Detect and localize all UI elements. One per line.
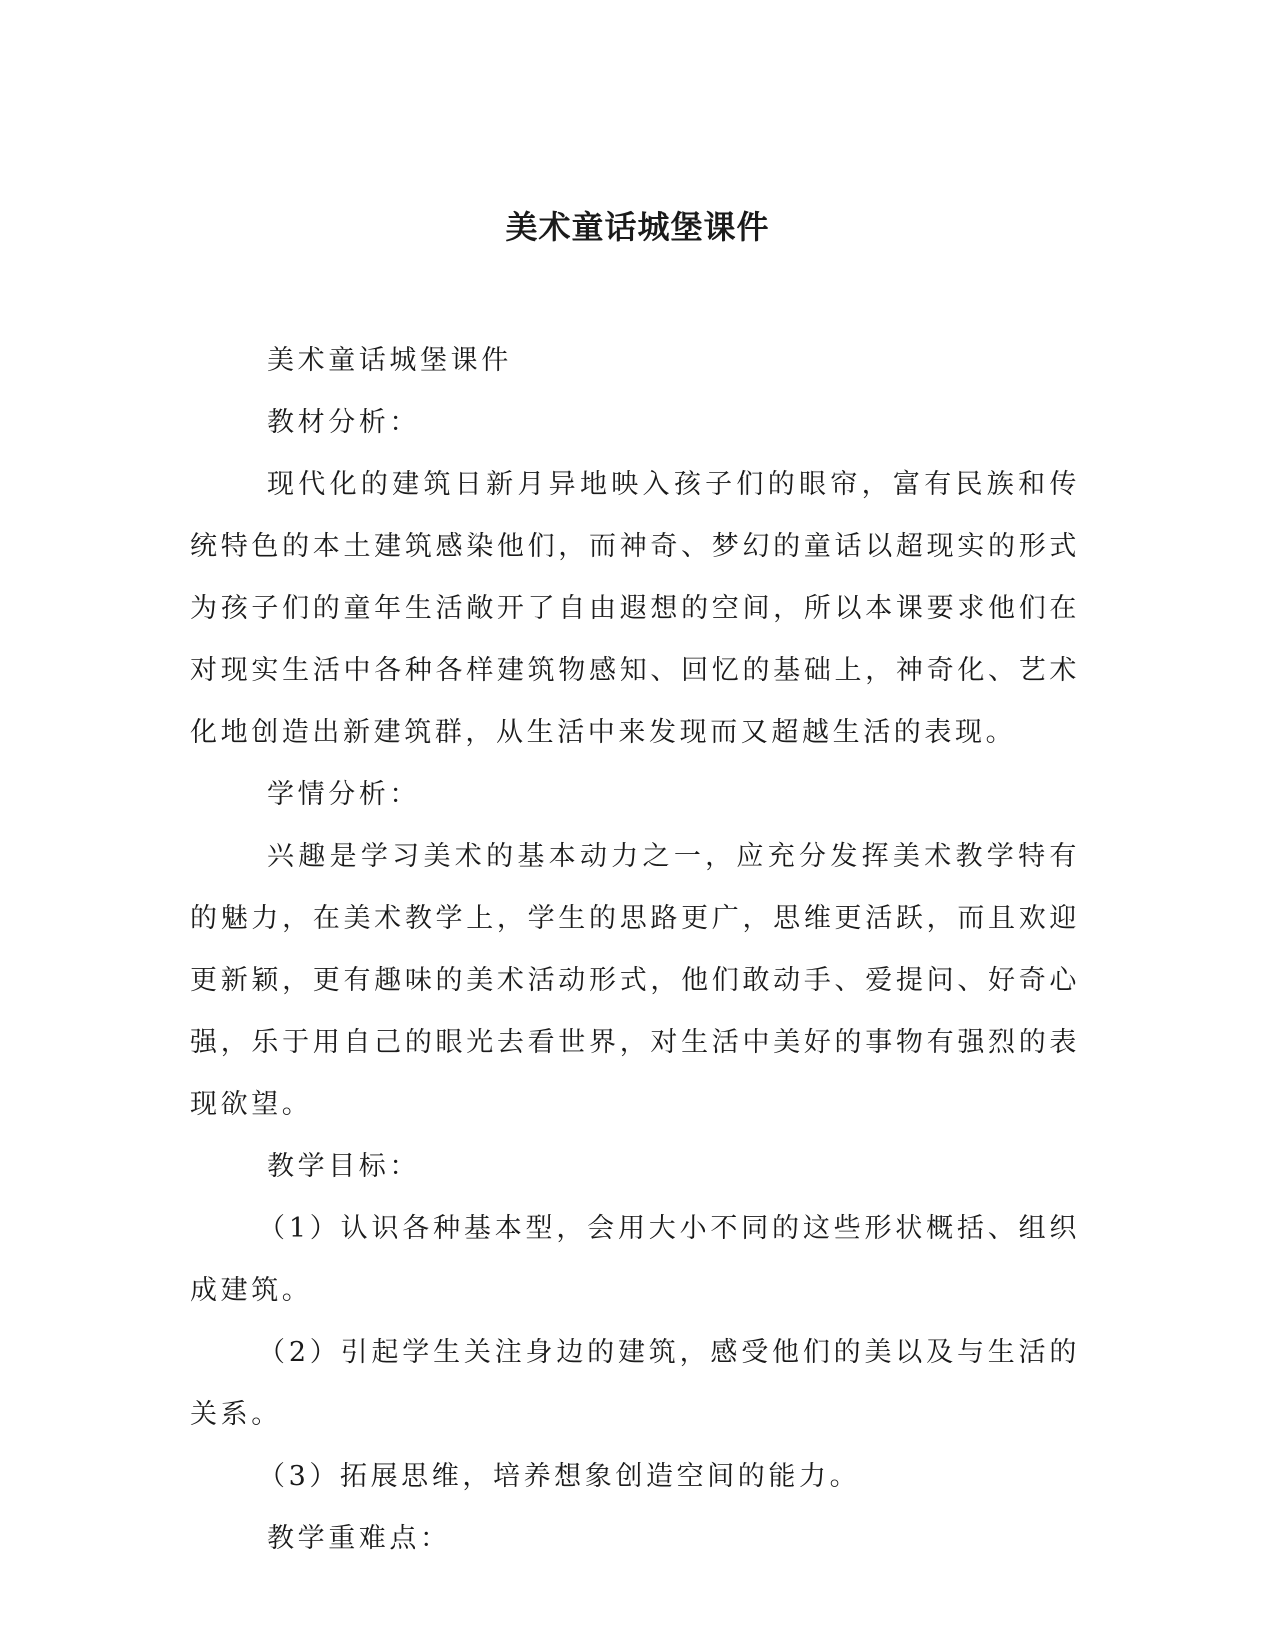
paragraph-textbook-analysis: 现代化的建筑日新月异地映入孩子们的眼帘，富有民族和传统特色的本土建筑感染他们，而神奇、梦幻的童话以超现实的形式为孩子们的童年生活敞开了自由遐想的空间，所以本课要求他们在对现实生活中各种各样建筑物感知、回忆的基础上，神奇化、艺术化地创造出新建筑群，从生活中来发现而又超越生活的表现。 bbox=[190, 469, 1080, 748]
goal-item-1: （1）认识各种基本型，会用大小不同的这些形状概括、组织成建筑。 bbox=[190, 1213, 1080, 1306]
paragraph-student-analysis: 兴趣是学习美术的基本动力之一，应充分发挥美术教学特有的魅力，在美术教学上，学生的思路更广，思维更活跃，而且欢迎更新颖，更有趣味的美术活动形式，他们敢动手、爱提问、好奇心强，乐于用自己的眼光去看世界，对生活中美好的事物有强烈的表现欲望。 bbox=[190, 841, 1080, 1120]
heading-key-points: 教学重难点： bbox=[267, 1523, 451, 1554]
paragraph-subtitle: 美术童话城堡课件 bbox=[267, 345, 512, 376]
goal-item-3: （3）拓展思维，培养想象创造空间的能力。 bbox=[258, 1461, 861, 1492]
document-title: 美术童话城堡课件 bbox=[505, 208, 770, 246]
heading-teaching-goals: 教学目标： bbox=[267, 1151, 420, 1182]
goal-item-2: （2）引起学生关注身边的建筑，感受他们的美以及与生活的关系。 bbox=[190, 1337, 1080, 1430]
document-body bbox=[190, 330, 1080, 1570]
heading-textbook-analysis: 教材分析： bbox=[267, 407, 420, 438]
heading-student-analysis: 学情分析： bbox=[267, 779, 420, 810]
